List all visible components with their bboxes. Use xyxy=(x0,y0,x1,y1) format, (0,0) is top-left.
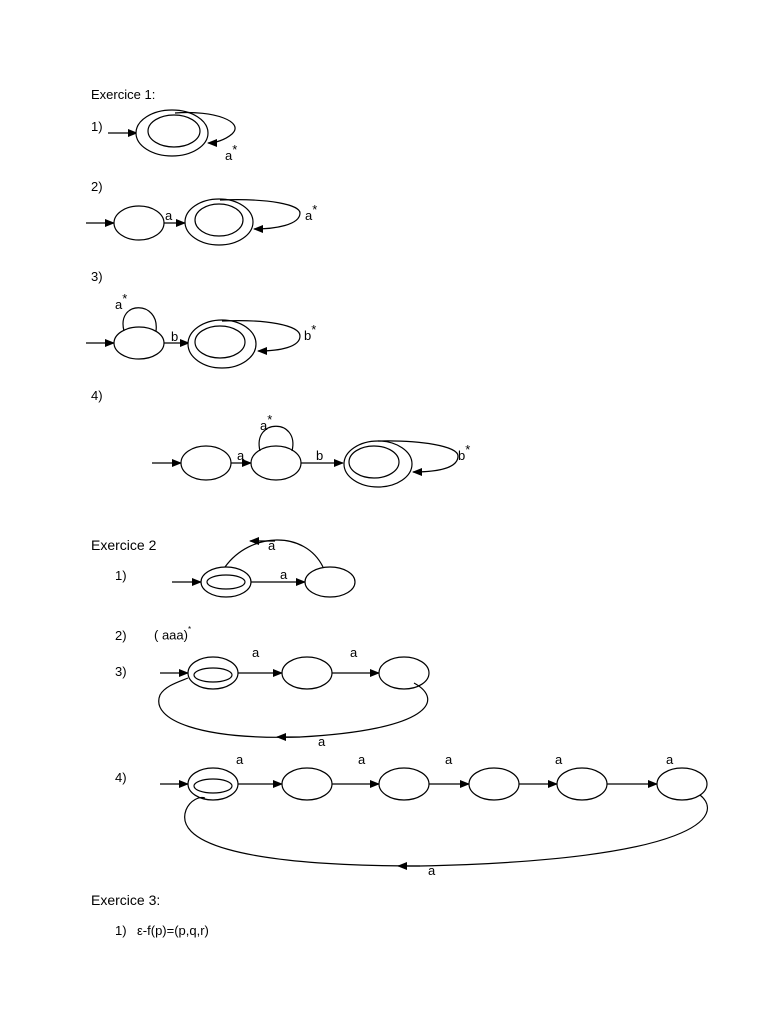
ex3-item1-number: 1) xyxy=(115,923,127,938)
state xyxy=(114,206,164,240)
transition-label: b* xyxy=(304,322,317,343)
transition-label: a xyxy=(358,752,366,767)
transition-label: a xyxy=(237,448,245,463)
transition-label: a xyxy=(350,645,358,660)
ex1-item2-number: 2) xyxy=(91,179,103,194)
back-transition xyxy=(185,795,708,866)
state xyxy=(282,657,332,689)
transition-label: a xyxy=(555,752,563,767)
transition-label: a xyxy=(252,645,260,660)
final-state-inner xyxy=(195,204,243,236)
transition-label: a xyxy=(445,752,453,767)
transition-label: a xyxy=(666,752,674,767)
transition-label: a* xyxy=(260,412,273,433)
transition-label: a xyxy=(165,208,173,223)
transition-label: b xyxy=(171,329,179,344)
state xyxy=(657,768,707,800)
ex1-automaton-2 xyxy=(86,199,317,245)
state xyxy=(282,768,332,800)
exercise1-heading: Exercice 1: xyxy=(91,87,156,102)
ex1-automaton-4 xyxy=(152,412,470,487)
transition-label: b xyxy=(316,448,324,463)
final-state-inner xyxy=(207,575,245,589)
final-state-inner xyxy=(194,779,232,793)
ex2-item1-number: 1) xyxy=(115,568,127,583)
ex2-item4-number: 4) xyxy=(115,770,127,785)
state xyxy=(251,446,301,480)
ex1-item1-number: 1) xyxy=(91,119,103,134)
transition-label: a xyxy=(318,734,326,749)
final-state-inner xyxy=(148,115,200,147)
ex1-item3-number: 3) xyxy=(91,269,103,284)
transition-label: a xyxy=(280,567,288,582)
ex1-item4-number: 4) xyxy=(91,388,103,403)
state xyxy=(379,768,429,800)
state xyxy=(181,446,231,480)
transition-label: a xyxy=(428,863,436,878)
final-state-inner xyxy=(349,446,399,478)
ex2-automaton-1 xyxy=(172,538,355,597)
transition-label: a* xyxy=(305,202,318,223)
final-state-inner xyxy=(195,326,245,358)
ex2-item2-number: 2) xyxy=(115,628,127,643)
state xyxy=(305,567,355,597)
ex2-automaton-3 xyxy=(159,645,429,749)
ex1-automaton-1 xyxy=(108,110,237,163)
transition-label: a xyxy=(268,538,276,553)
ex3-item1-text: ε-f(p)=(p,q,r) xyxy=(137,923,209,938)
transition-label: b* xyxy=(458,442,471,463)
exercise2-heading: Exercice 2 xyxy=(91,537,157,553)
state xyxy=(469,768,519,800)
transition-label: a xyxy=(236,752,244,767)
exercise3-heading: Exercice 3: xyxy=(91,892,161,908)
transition-label: a* xyxy=(115,291,128,312)
state xyxy=(114,327,164,359)
expression-text: ( aaa) xyxy=(154,627,188,643)
ex2-item3-number: 3) xyxy=(115,664,127,679)
ex1-automaton-3 xyxy=(86,291,316,368)
final-state-inner xyxy=(194,668,232,682)
transition-label: a* xyxy=(225,142,238,163)
ex2-automaton-4 xyxy=(160,752,707,878)
expression-superscript: * xyxy=(187,625,192,634)
state xyxy=(557,768,607,800)
state xyxy=(379,657,429,689)
